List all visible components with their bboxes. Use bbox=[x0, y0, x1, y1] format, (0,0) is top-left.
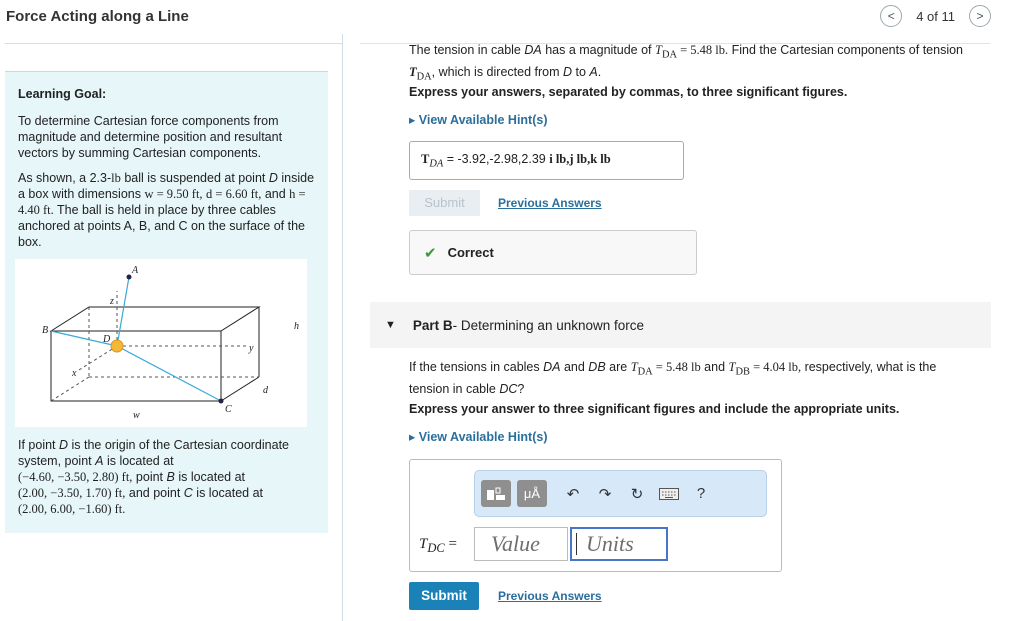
correct-feedback: ✔ Correct bbox=[409, 230, 697, 275]
box-diagram bbox=[15, 259, 307, 427]
part-b-header[interactable]: ▼ Part B - Determining an unknown force bbox=[370, 302, 991, 348]
keyboard-icon[interactable] bbox=[653, 488, 685, 500]
label-w: w bbox=[133, 410, 140, 421]
templates-button[interactable] bbox=[481, 480, 511, 507]
collapse-triangle-icon: ▼ bbox=[385, 319, 396, 331]
label-x: x bbox=[72, 368, 77, 379]
part-b-question: If the tensions in cables DA and DB are $T_{DA} = 5.48$ lb and $T_{DB} = 4.04$ lb, respectively, what is the tension in cable DC? bbox=[409, 360, 937, 396]
part-a-answer-value: -3.92,-2.98,2.39 bbox=[457, 152, 546, 166]
math-toolbar bbox=[474, 470, 767, 517]
part-a-instruction: Express your answers, separated by commas, to three significant figures. bbox=[409, 85, 848, 99]
problem-setup: As shown, a 2.3-lb ball is suspended at point D inside a box with dimensions w = 9.50 ft, d = 6.60 ft, and h = 4.40 ft. The ball is held in place by three cables anchored at points A, B, and C on the surface of the box. bbox=[18, 171, 315, 249]
part-b-hint-link[interactable]: ▸ View Available Hint(s) bbox=[409, 430, 548, 444]
prev-item-button[interactable] bbox=[880, 5, 902, 27]
label-y: y bbox=[249, 343, 254, 354]
learning-goal-heading: Learning Goal: bbox=[18, 87, 107, 101]
divider bbox=[5, 43, 343, 44]
tdc-label: $T_{DC}$ = bbox=[419, 536, 457, 555]
item-counter: 4 of 11 bbox=[916, 8, 955, 24]
label-a: A bbox=[132, 265, 139, 276]
origin-text: If point D is the origin of the Cartesian coordinate system, point A is located at (−4.60, −3.50, 2.80) ft, point B is located at (2.00, −3.50, 1.70) ft, and point C is located at (2.00, 6.00, −1.60) ft. bbox=[18, 438, 289, 516]
label-d: D bbox=[103, 334, 111, 345]
part-a-hint-link[interactable]: ▸ View Available Hint(s) bbox=[409, 113, 548, 127]
learning-goal-text: To determine Cartesian force components from magnitude and determine position and resultant vectors by summing Cartesian components. bbox=[18, 114, 283, 160]
redo-icon[interactable]: ↷ bbox=[598, 485, 612, 503]
part-a-previous-answers-link[interactable]: Previous Answers bbox=[498, 196, 602, 210]
page-title: Force Acting along a Line bbox=[6, 8, 189, 25]
part-a-question: The tension in cable DA has a magnitude of $T_{DA} = 5.48$ lb. Find the Cartesian components of tension $T_{DA}$, which is directed from D to A. bbox=[409, 43, 964, 82]
reset-icon[interactable]: ↻ bbox=[630, 485, 644, 503]
label-h: h bbox=[294, 321, 299, 332]
keyboard-shape bbox=[659, 488, 679, 500]
next-item-button[interactable] bbox=[969, 5, 991, 27]
top-bar bbox=[0, 0, 1013, 34]
item-navigation bbox=[880, 5, 991, 27]
learning-goal-panel bbox=[5, 71, 328, 533]
part-a-answer-units: i lb,j lb,k lb bbox=[549, 152, 611, 166]
part-b-answer-editor bbox=[409, 459, 782, 572]
undo-icon[interactable]: ↶ bbox=[566, 485, 580, 503]
templates-icon bbox=[485, 486, 507, 502]
part-a-submit-button[interactable]: Submit bbox=[409, 190, 480, 216]
units-input[interactable]: Units bbox=[570, 527, 668, 561]
label-d-dim: d bbox=[263, 385, 268, 396]
chevron-left-icon: < bbox=[887, 9, 895, 23]
label-c: C bbox=[225, 404, 232, 415]
label-b: B bbox=[42, 325, 49, 336]
checkmark-icon: ✔ bbox=[424, 244, 437, 262]
part-a-answer-box: $T_{DA} = -3.92,-2.98,2.39$ i lb,j lb,k lb bbox=[409, 141, 684, 180]
box-figure bbox=[15, 259, 307, 427]
units-button[interactable]: μÅ bbox=[517, 480, 547, 507]
part-b-submit-button[interactable]: Submit bbox=[409, 582, 479, 610]
chevron-right-icon: > bbox=[976, 9, 984, 23]
help-icon[interactable]: ? bbox=[696, 485, 706, 502]
column-divider bbox=[342, 34, 343, 621]
part-b-previous-answers-link[interactable]: Previous Answers bbox=[498, 589, 602, 603]
label-z: z bbox=[110, 296, 114, 307]
value-input[interactable]: Value bbox=[474, 527, 568, 561]
part-b-instruction: Express your answer to three significant figures and include the appropriate units. bbox=[409, 402, 900, 416]
